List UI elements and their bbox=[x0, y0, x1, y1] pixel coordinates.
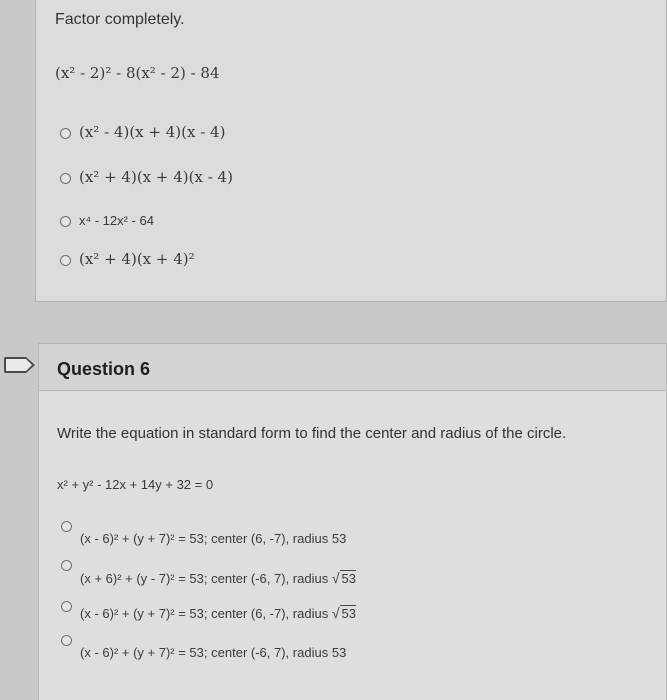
q5-option-1-radio[interactable] bbox=[60, 128, 71, 139]
q5-option-3-label[interactable]: x⁴ - 12x² - 64 bbox=[79, 213, 154, 228]
q6-option-3-center: center (6, -7), bbox=[211, 606, 290, 621]
q6-option-1-radius: 53 bbox=[331, 531, 347, 546]
q6-option-2-radio[interactable] bbox=[61, 560, 72, 571]
question-5-expression: (x² - 2)² - 8(x² - 2) - 84 bbox=[55, 64, 220, 82]
q5-option-3-radio[interactable] bbox=[60, 216, 71, 227]
q5-option-2-label[interactable]: (x² + 4)(x + 4)(x - 4) bbox=[79, 168, 233, 186]
q6-option-2-equation: (x + 6)² + (y - 7)² = 53; bbox=[80, 571, 208, 586]
sqrt-icon: √ bbox=[331, 605, 340, 621]
q6-option-4-radio[interactable] bbox=[61, 635, 72, 646]
q6-option-1-radio[interactable] bbox=[61, 521, 72, 532]
q6-option-1-equation: (x - 6)² + (y + 7)² = 53; bbox=[80, 531, 208, 546]
sqrt-icon: √ bbox=[331, 570, 340, 586]
q6-option-2-label[interactable] bbox=[80, 570, 356, 586]
flag-question-icon[interactable] bbox=[4, 357, 26, 373]
q6-option-4-label[interactable] bbox=[80, 645, 346, 660]
q6-option-1-label[interactable] bbox=[80, 531, 346, 546]
q6-option-4-radius: 53 bbox=[331, 645, 347, 660]
q6-option-4-center: center (-6, 7), bbox=[211, 645, 290, 660]
q6-option-2-radius: 53 bbox=[341, 571, 356, 586]
question-5-prompt: Factor completely. bbox=[55, 11, 185, 28]
q6-option-2-center: center (-6, 7), bbox=[211, 571, 290, 586]
q6-option-3-equation: (x - 6)² + (y + 7)² = 53; bbox=[80, 606, 208, 621]
q6-option-3-radius-label: radius bbox=[292, 606, 329, 621]
q6-option-4-equation: (x - 6)² + (y + 7)² = 53; bbox=[80, 645, 208, 660]
q6-option-4-radius-label: radius bbox=[292, 645, 329, 660]
question-6-prompt: Write the equation in standard form to find the center and radius of the circle. bbox=[57, 425, 567, 442]
q6-option-3-radius: 53 bbox=[341, 606, 356, 621]
q6-option-1-radius-label: radius bbox=[292, 531, 329, 546]
q6-option-2-radius-label: radius bbox=[292, 571, 329, 586]
q6-option-3-label[interactable] bbox=[80, 605, 356, 621]
question-6-title: Question 6 bbox=[57, 359, 151, 379]
q5-option-4-radio[interactable] bbox=[60, 255, 71, 266]
question-6-equation: x² + y² - 12x + 14y + 32 = 0 bbox=[57, 477, 214, 492]
q6-option-1-center: center (6, -7), bbox=[211, 531, 290, 546]
q6-option-3-radio[interactable] bbox=[61, 601, 72, 612]
q5-option-2-radio[interactable] bbox=[60, 173, 71, 184]
q5-option-4-label[interactable]: (x² + 4)(x + 4)² bbox=[79, 250, 195, 268]
q5-option-1-label[interactable]: (x² - 4)(x + 4)(x - 4) bbox=[79, 123, 226, 141]
